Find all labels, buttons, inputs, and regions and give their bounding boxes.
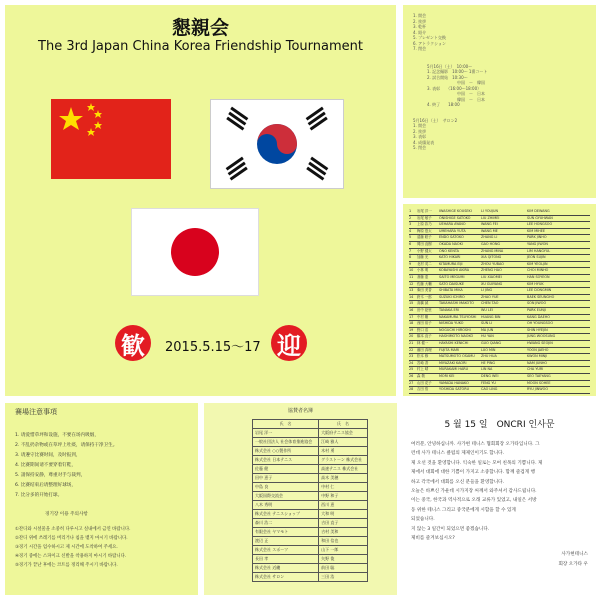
roster-cell: KIM DEWANG bbox=[527, 209, 550, 213]
roster-cell: 岩尾 敏子 bbox=[417, 215, 432, 220]
roster-cell: KITAMURA EIJI bbox=[439, 261, 463, 266]
roster-cell: 22 bbox=[409, 347, 414, 352]
roster-cell: 中村 剛 bbox=[417, 314, 429, 319]
roster-cell: HASHIMOTO NAOKO bbox=[439, 334, 474, 339]
roster-cell: 小林 明 bbox=[417, 268, 429, 273]
roster-cell: 柴田 美香 bbox=[417, 288, 432, 293]
roster-cell: LIN NA bbox=[481, 367, 493, 372]
sponsors-cell: 田中 恵子 bbox=[253, 474, 319, 483]
roster-cell: 2 bbox=[409, 215, 412, 220]
roster-cell: GUO QIANG bbox=[481, 341, 502, 345]
roster-cell: 遠藤 聡子 bbox=[417, 235, 432, 240]
roster-cell: 1 bbox=[409, 209, 412, 213]
roster-cell: 松本 修 bbox=[417, 354, 429, 359]
roster-cell: KIM HYUK bbox=[527, 281, 544, 286]
speech-line: 여러분, 안녕하십니까. 사가현 테니스 협회회장 오가타입니다. 그 bbox=[411, 442, 540, 447]
roster-cell: DENG WEI bbox=[481, 374, 499, 378]
sponsors-row bbox=[253, 456, 368, 465]
sponsors-cell: 株式会社 テニスショップ bbox=[253, 510, 319, 519]
schedule-list-top: 1. 開会 2. 挨拶 3. 乾杯 4. 紹介 5. プレゼント交換 6. アトラクション 7. 閉会 bbox=[413, 13, 447, 51]
roster-cell: HE PING bbox=[481, 360, 495, 365]
roster-cell: WANG FEI bbox=[481, 222, 498, 227]
roster-cell: TAKAHASHI MAKOTO bbox=[439, 301, 474, 306]
roster-cell: 野口 浩 bbox=[417, 327, 429, 332]
roster-cell: 23 bbox=[409, 354, 414, 359]
sponsors-cell: 森川 浩二 bbox=[253, 519, 319, 528]
sponsors-cell: 和田 信也 bbox=[319, 537, 368, 546]
welcome-badge-right: 迎 bbox=[271, 325, 307, 361]
roster-cell: 27 bbox=[409, 380, 414, 385]
sponsors-row bbox=[253, 474, 368, 483]
rule-line: 6. 比赛结束后请整理好球场， bbox=[15, 483, 76, 488]
rule-line: 4. 比赛期间请不要穿着钉鞋， bbox=[15, 463, 76, 468]
roster-cell: XIA QITONG bbox=[481, 255, 502, 260]
roster-cell: KOBAYASHI AKIRA bbox=[439, 268, 470, 273]
sponsors-cell: 八木 秀明 bbox=[253, 501, 319, 510]
speech-body bbox=[411, 440, 588, 543]
roster-cell: MA JUN bbox=[481, 327, 494, 332]
roster-cell: OH YOUNGSOO bbox=[527, 321, 553, 326]
roster-cell: 28 bbox=[409, 387, 414, 392]
roster-cell: ZHENG HAO bbox=[481, 268, 502, 273]
speech-line: 런데 사가 테니스 클럽의 제제인이기도 합니다. bbox=[411, 451, 505, 457]
sponsors-row bbox=[253, 564, 368, 573]
roster-cell: SUZUKI ICHIRO bbox=[439, 294, 465, 299]
sponsors-cell: グラストーン 株式会社 bbox=[319, 456, 368, 465]
roster-cell: KWON MINJI bbox=[527, 354, 548, 359]
roster-cell: CAO LING bbox=[481, 387, 498, 392]
schedule-card bbox=[403, 5, 596, 198]
rule-line: 5. 請保持安静，尊重对手与裁判， bbox=[15, 473, 86, 478]
sponsors-card bbox=[204, 403, 397, 595]
roster-cell: SHIBATA MIKA bbox=[439, 288, 463, 293]
roster-cell: SATO DAISUKE bbox=[439, 281, 464, 286]
welcome-card bbox=[5, 5, 396, 396]
roster-cell: SON JIWOO bbox=[527, 301, 547, 306]
roster-cell: 吉田 悟 bbox=[417, 387, 429, 392]
roster-cell: NISHIDA YUKO bbox=[439, 321, 464, 326]
sponsors-row bbox=[253, 447, 368, 456]
speech-line: 하고 각국에서 대회를 오신 분들을 환영합니다. bbox=[411, 479, 505, 485]
roster-cell: 森 敬 bbox=[417, 374, 425, 378]
roster-cell: SUN LI bbox=[481, 321, 493, 326]
roster-cell: SHIN HYEJIN bbox=[527, 327, 548, 332]
roster-cell: KIM MIHEE bbox=[527, 228, 545, 233]
sponsors-cell: 江崎 雅人 bbox=[319, 438, 368, 447]
roster-cell: CHOI MINHO bbox=[527, 268, 549, 273]
roster-cell: 5 bbox=[409, 235, 412, 240]
japan-flag bbox=[131, 208, 259, 296]
sponsors-cell: 一般社団法人 社会体育推進協会 bbox=[253, 438, 319, 447]
roster-cell: ZHU HUA bbox=[481, 354, 497, 359]
roster-cell: WU LEI bbox=[481, 308, 493, 312]
sponsors-row bbox=[253, 429, 368, 438]
roster-cell: 宮崎 香 bbox=[417, 360, 429, 365]
roster-cell: 上原 彩乃 bbox=[417, 222, 432, 227]
sponsors-header-cell: 氏 名 bbox=[319, 420, 368, 429]
roster-cell: YOON JAEHO bbox=[527, 347, 549, 352]
sponsors-cell: 株式会社 サロン bbox=[253, 573, 319, 582]
rules-zh-list bbox=[15, 431, 188, 501]
roster-cell: SEO TAEYANG bbox=[527, 374, 551, 378]
roster-cell: LEE DONGMIN bbox=[527, 288, 552, 293]
roster-cell: 6 bbox=[409, 242, 412, 246]
sponsors-cell: 西川 恵 bbox=[319, 501, 368, 510]
rules-korean-title: 경기장 이용 주의사항 bbox=[45, 512, 88, 517]
roster-cell: GAO HONG bbox=[481, 242, 501, 246]
roster-cell: 12 bbox=[409, 281, 414, 286]
roster-cell: LI JING bbox=[481, 288, 493, 293]
roster-cell: 20 bbox=[409, 334, 414, 339]
sponsors-cell: 長田 孝 bbox=[253, 555, 319, 564]
sponsors-cell: 中村 仁 bbox=[319, 483, 368, 492]
roster-cell: HU YAN bbox=[481, 334, 494, 339]
sponsors-cell: 株式会社 日本テニス bbox=[253, 456, 319, 465]
roster-cell: WANG ME bbox=[481, 228, 498, 233]
roster-cell: 高橋 誠 bbox=[417, 301, 429, 306]
roster-cell: 岡田 直樹 bbox=[417, 242, 432, 246]
rule-line: 3. 请遵守比赛时间，及时报到， bbox=[15, 453, 81, 458]
speech-line: 제에서 대회에 대한 기쁨이 가지고 소중합니다. 함께 즐겁게 행 bbox=[411, 470, 536, 476]
roster-cell: ENDO SATOKO bbox=[439, 235, 464, 240]
roster-cell: 13 bbox=[409, 288, 414, 293]
roster-cell: 藤田 真理 bbox=[417, 347, 432, 352]
sponsors-cell: 中野 和子 bbox=[319, 492, 368, 501]
speech-line: 되었습니다. bbox=[411, 517, 435, 523]
roster-cell: 北村 英二 bbox=[417, 261, 432, 266]
roster-cell: LUO MIN bbox=[481, 347, 496, 352]
schedule-section-day3: 5月16日（土） サロン2 1. 開会 2. 挨拶 3. 表彰 4. 成績発表 5. 閉会 bbox=[413, 117, 458, 150]
roster-cell: LIM HANGYUL bbox=[527, 248, 551, 253]
roster-cell: ZHAO YUE bbox=[481, 294, 499, 299]
roster-cell: 7 bbox=[409, 248, 412, 253]
roster-cell: MORI KEI bbox=[439, 374, 455, 378]
rule-line-korean: ⑤경기가 끝난 후에는 코트를 정리해 주시기 바랍니다. bbox=[15, 563, 118, 568]
roster-cell: SAITO MEGUMI bbox=[439, 275, 465, 279]
speech-line: 제 오선 것을 환영합니다. 익숙한 일로는 모여 친목의 기쁨니다. 제 bbox=[411, 460, 543, 466]
roster-cell: JUNG WOOSUNG bbox=[527, 334, 556, 339]
speech-signature-org: 사가현테니스 bbox=[561, 552, 588, 558]
roster-cell: JEON SUJIN bbox=[527, 255, 546, 260]
roster-cell: NAM JUNHO bbox=[527, 360, 548, 365]
sponsors-row bbox=[253, 546, 368, 555]
roster-card bbox=[403, 204, 596, 396]
roster-cell: LIU ZHIMEI bbox=[481, 215, 500, 220]
sponsors-cell: 大和 明 bbox=[319, 510, 368, 519]
roster-cell: 24 bbox=[409, 360, 414, 365]
sponsors-header-cell: 氏 名 bbox=[253, 420, 319, 429]
sponsors-row bbox=[253, 510, 368, 519]
roster-cell: MATSUMOTO OSAMU bbox=[439, 354, 475, 359]
sponsors-cell: 矢野 俊 bbox=[319, 555, 368, 564]
roster-cell: 26 bbox=[409, 374, 414, 378]
roster-cell: KATO HIKARI bbox=[439, 255, 461, 260]
roster-cell: OKADA NAOKI bbox=[439, 242, 463, 246]
rules-card bbox=[5, 403, 198, 595]
roster-cell: HAN SOYEON bbox=[527, 275, 550, 279]
china-flag bbox=[51, 99, 171, 179]
roster-cell: MIYAZAKI KAORI bbox=[439, 360, 467, 365]
roster-cell: KANG DAEHO bbox=[527, 314, 550, 319]
roster-cell: 山田 花子 bbox=[417, 380, 432, 385]
roster-cell: CHA YURI bbox=[527, 367, 544, 372]
roster-cell: ONO KENTA bbox=[439, 248, 459, 253]
roster-cell: 田中 絵里 bbox=[417, 308, 432, 312]
welcome-badge-left: 歓 bbox=[115, 325, 151, 361]
speech-line: 지 않는 3 일간이 되었으면 좋겠습니다. bbox=[411, 526, 490, 532]
roster-cell: MURAKAMI HARU bbox=[439, 367, 469, 372]
sponsors-row bbox=[253, 555, 368, 564]
roster-cell: 10 bbox=[409, 268, 414, 273]
roster-cell: 9 bbox=[409, 261, 412, 266]
sponsors-cell: 佐藤 健 bbox=[253, 465, 319, 474]
rule-line-korean: ①잔디와 시설물을 소중히 다루시고 실내에서 금연 바랍니다. bbox=[15, 527, 131, 532]
roster-cell: RYU JINWOO bbox=[527, 387, 548, 392]
roster-cell: HUANG BIN bbox=[481, 314, 501, 319]
sponsors-row bbox=[253, 528, 368, 537]
roster-cell: KIM YEOLJIN bbox=[527, 261, 548, 266]
roster-cell: BAEK SEUNGHO bbox=[527, 294, 555, 299]
roster-cell: 18 bbox=[409, 321, 414, 326]
roster-row bbox=[409, 386, 590, 394]
sponsors-cell: 株式会社 ○○製作所 bbox=[253, 447, 319, 456]
sponsors-cell: 岩尾 洋一 bbox=[253, 429, 319, 438]
speech-signature-name: 회장 오가타 우 bbox=[558, 562, 588, 568]
roster-cell: 17 bbox=[409, 314, 414, 319]
rule-line-korean: ③경기 시간을 엄수하시고 제 시간에 도착하여 주세요. bbox=[15, 545, 118, 550]
roster-cell: 16 bbox=[409, 308, 414, 312]
rule-line-korean: ②잔디 위에 쓰레기를 버리거나 침을 뱉지 마시기 바랍니다. bbox=[15, 536, 128, 541]
speech-line: 제비를 즐겨보십시오? bbox=[411, 536, 455, 542]
roster-cell: ZHANG LI bbox=[481, 235, 498, 240]
sponsors-table bbox=[252, 419, 368, 582]
roster-cell: 西田 裕子 bbox=[417, 321, 432, 326]
sponsors-row bbox=[253, 501, 368, 510]
speech-title: 5 월 15 일 ONCRI 인사문 bbox=[444, 420, 555, 430]
roster-cell: LIU XIAOMEI bbox=[481, 275, 502, 279]
sponsors-cell: 有限会社 ヤマモト bbox=[253, 528, 319, 537]
sponsors-row bbox=[253, 438, 368, 447]
sponsors-cell: 株式会社 スポーツ bbox=[253, 546, 319, 555]
sponsors-row bbox=[253, 492, 368, 501]
sponsors-cell: 前田 聡 bbox=[319, 564, 368, 573]
sponsors-cell: 吉村 美和 bbox=[319, 528, 368, 537]
roster-cell: 佐藤 大輔 bbox=[417, 281, 432, 286]
roster-cell: FUJITA MARI bbox=[439, 347, 460, 352]
roster-cell: SUN GYUHWAN bbox=[527, 215, 553, 220]
sponsors-cell: 株式会社 近畿 bbox=[253, 564, 319, 573]
sponsors-cell: 吉田 直子 bbox=[319, 519, 368, 528]
roster-cell: LI YOUJUN bbox=[481, 209, 499, 213]
roster-cell: 25 bbox=[409, 367, 414, 372]
speech-card bbox=[403, 403, 596, 595]
sponsors-row bbox=[253, 465, 368, 474]
event-dates: 2015.5.15～17 bbox=[165, 340, 261, 355]
roster-cell: 4 bbox=[409, 228, 412, 233]
roster-cell: UMEHARA YUTA bbox=[439, 228, 466, 233]
sponsors-row bbox=[253, 519, 368, 528]
roster-cell: FENG YU bbox=[481, 380, 496, 385]
roster-cell: 加藤 光 bbox=[417, 255, 429, 260]
roster-cell: 梅原 悠太 bbox=[417, 228, 432, 233]
roster-cell: 3 bbox=[409, 222, 412, 227]
sponsors-row bbox=[253, 573, 368, 582]
roster-table bbox=[409, 208, 590, 393]
rules-title: 賽場注意事項 bbox=[15, 408, 57, 416]
roster-cell: CHEN TAO bbox=[481, 301, 499, 306]
roster-cell: 鈴木 一郎 bbox=[417, 294, 432, 299]
roster-cell: LEE HONGSOO bbox=[527, 222, 553, 227]
rule-line-korean: ④경기 중에는 스파이크 신발을 착용하지 마시기 바랍니다. bbox=[15, 554, 127, 559]
roster-cell: 小野 健太 bbox=[417, 248, 432, 253]
rule-line: 1. 请爱惜草坪和设施，不要在场内吸烟， bbox=[15, 433, 99, 438]
roster-cell: ZHANG MINA bbox=[481, 248, 504, 253]
sponsors-header-row bbox=[253, 420, 368, 429]
roster-cell: XU GUIYANG bbox=[481, 281, 503, 286]
roster-cell: PARK EUNJI bbox=[527, 308, 546, 312]
rule-line: 7. 比分多的开始打球。 bbox=[15, 493, 63, 498]
roster-cell: 8 bbox=[409, 255, 412, 260]
speech-line: 동 위한 테니스 그리고 중국분에게 시합을 할 수 있게 bbox=[411, 507, 516, 513]
roster-cell: 斎藤 恵 bbox=[417, 275, 429, 279]
heading-jp: 懇親会 bbox=[171, 17, 229, 39]
roster-cell: 11 bbox=[409, 275, 414, 279]
roster-cell: HWANG SEOJIN bbox=[527, 341, 553, 345]
roster-cell: 岩尾 洋一 bbox=[417, 209, 432, 213]
roster-cell: ZHOU YUBAO bbox=[481, 261, 504, 266]
roster-cell: 村上 晴 bbox=[417, 367, 429, 372]
sponsors-cell: 高木 美穂 bbox=[319, 474, 368, 483]
sponsors-row bbox=[253, 483, 368, 492]
roster-cell: HAYASHI KENICHI bbox=[439, 341, 469, 345]
schedule-section-day2: 5月16日（土） 10:00～ 1. 記念撮影 10:00～ 1番コート 2. 試合開始 10:30～ 中国 ー 韓国 3. 表彰 （16:00～18:00） 中国 ー 日本 韓国 ー 日本 4. 終了 18:00 bbox=[427, 63, 488, 107]
roster-cell: 19 bbox=[409, 327, 414, 332]
roster-cell: NAKAMURA TSUYOSHI bbox=[439, 314, 477, 319]
roster-cell: ONISHIGE SATOKO bbox=[439, 215, 471, 220]
roster-cell: YOSHIDA SATORU bbox=[439, 387, 470, 392]
roster-cell: NOGUCHI HIROSHI bbox=[439, 327, 471, 332]
sponsors-cell: 山下 一郎 bbox=[319, 546, 368, 555]
roster-cell: YANG JIWON bbox=[527, 242, 548, 246]
roster-cell: TANAKA ERI bbox=[439, 308, 460, 312]
sponsors-cell: 大阪国際交流会 bbox=[253, 492, 319, 501]
rule-line: 2. 不乱扔杂物或在草坪上吐痰，请保持干净卫生。 bbox=[15, 443, 118, 448]
roster-cell: IWASHIGE KOUSEKI bbox=[439, 209, 472, 213]
roster-cell: 橋本 直子 bbox=[417, 334, 432, 339]
sponsors-cell: 高速テニス 株式会社 bbox=[319, 465, 368, 474]
roster-cell: 21 bbox=[409, 341, 414, 345]
sponsors-cell: 木村 勇 bbox=[319, 447, 368, 456]
sponsors-row bbox=[253, 537, 368, 546]
sponsors-cell: 渡辺 正 bbox=[253, 537, 319, 546]
speech-line: 오늘은 바쁘신 가운데 시가지장 씨께서 와주셔서 감사드립니다. bbox=[411, 489, 537, 495]
roster-cell: PARK JINHO bbox=[527, 235, 547, 240]
roster-cell: MOON SOHEE bbox=[527, 380, 551, 385]
roster-cell: 林 健一 bbox=[417, 341, 429, 345]
korea-flag bbox=[210, 99, 344, 189]
tournament-subtitle: The 3rd Japan China Korea Friendship Tournament bbox=[38, 39, 363, 54]
sponsors-cell: 三田 浩 bbox=[319, 573, 368, 582]
speech-line: 이는 중국, 한국과 역사적으로 오래 교류가 있었고, 내일은 서방 bbox=[411, 498, 537, 504]
rules-korean-list bbox=[15, 525, 188, 570]
sponsors-cell: 大阪府テニス協会 bbox=[319, 429, 368, 438]
roster-cell: UEHARA AYANO bbox=[439, 222, 466, 227]
sponsors-title: 協賛者名簿 bbox=[287, 408, 313, 414]
roster-cell: 15 bbox=[409, 301, 414, 306]
sponsors-cell: 中島 良 bbox=[253, 483, 319, 492]
roster-cell: 14 bbox=[409, 294, 414, 299]
roster-cell: YAMADA HANAKO bbox=[439, 380, 469, 385]
